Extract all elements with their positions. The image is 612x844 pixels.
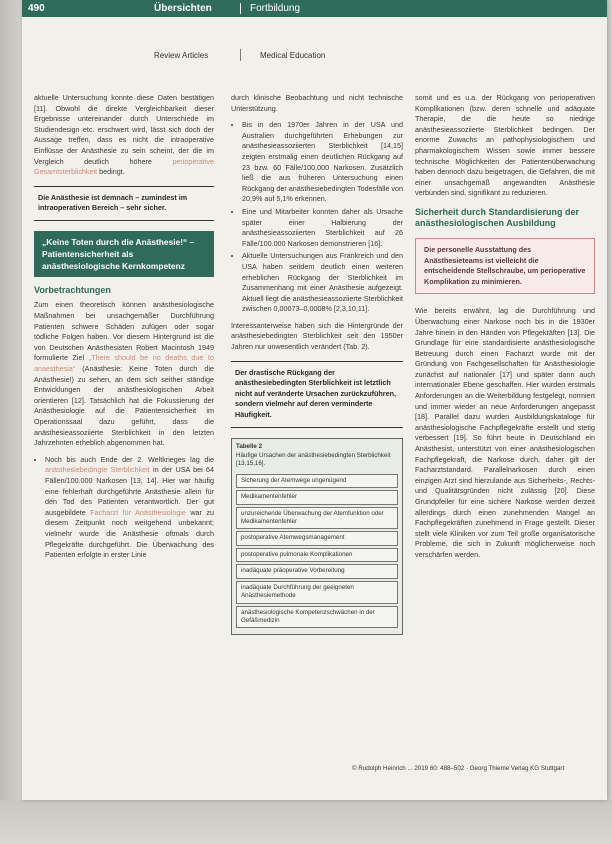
paragraph: somit und es u.a. der Rückgang von perioperativen Komplikationen (bzw. deren schnelle und adäquate Therapie, die die heute so niedrige anästhesieassoziierte Sterblichkeit bedingen. Der enorme Zuwachs an pathophysiologischem und pharmakologischem Wissen sowie immer bessere technische Möglichkeiten der Patientenüberwachung haben dennoch dazu beigetragen, die Gefahren, die mit einer unsachgemäß angewandten Anästhesie verbunden sind, signifikant zu reduzieren. — [415, 93, 595, 198]
paragraph — [34, 93, 214, 178]
subheading-left: Review Articles — [154, 51, 209, 60]
bullet-item: • Eine und Mitarbeiter konnten daher als Ursache später einer Halbierung der anästhesieassoziierten Sterblichkeit auf 26 Fälle/100.000 Narkosen demonstrieren [16]. — [242, 207, 403, 249]
header-divider — [240, 3, 241, 14]
bullet-item — [45, 455, 214, 561]
table-row: postoperative Atemwegsmanagement — [236, 531, 398, 545]
table-row: inadäquate präoperative Vorbereitung — [236, 564, 398, 578]
scan-shadow-left — [0, 0, 22, 844]
table-row: Sicherung der Atemwege ungenügend — [236, 474, 398, 488]
table-row: inadäquate Durchführung der geeigneten Anästhesiemethode — [236, 581, 398, 604]
subheading-right: Medical Education — [260, 51, 326, 60]
column-2 — [231, 93, 403, 643]
callout-box: Die personelle Ausstattung des Anästhesieteams ist vielleicht die entscheidende Stellschraube, um perioperative Komplikation zu minimieren. — [415, 238, 595, 294]
paragraph: Interessanterweise haben sich die Hintergründe der anästhesiebedingten Sterblichkeit seit den 1950er Jahren nur unwesentlich verändert (Tab. 2). — [231, 320, 403, 352]
highlighted-quote: „There should be no deaths due to anaesthesia“ — [34, 353, 214, 373]
paragraph: Wie bereits erwähnt, lag die Durchführung und Überwachung einer Narkose noch bis in die 1930er Jahre hinein in den Händen von Pflegekräften [13]. Die Grundlage für eine standardisierte anästhesiologische Betreuung durch einen Facharzt wurde mit der Gründung von Fachgesellschaften für Anästhesiologie zunächst auf nationaler [17] und später dann auch internationaler Ebene geschaffen. Hier wurden erstmals Anforderungen an die Weiterbildung festgelegt, normiert und immer wieder an neue Anforderungen angepasst [18]. Parallel dazu wurden Ausbildungskataloge für anästhesiologische Fachpflegekräfte erstellt und stetig verbessert [19]. So führt heute in Deutschland ein Anästhesist, unterstützt von einer anästhesiologischen Fachpflegekraft, die Narkose durch, daher gilt der Facharztstandard. Parallelnarkosen durch einen einzigen Arzt sind hierzulande aus Sicherheits-, Rechts- und Qualitätsgründen nicht zulässig [20]. Diese Grundpfeiler für eine sichere Narkose werden derzeit allerdings durch einen zunehmenden Mangel an Fachpflegekräften zunehmend in Frage gestellt. Dieser stellt viele Kliniken vor zum Teil große organisatorische Probleme, die sich in Zukunft möglicherweise noch verschärfen werden. — [415, 306, 595, 559]
table-caption: Häufige Ursachen der anästhesiebedingten Sterblichkeit [13,15,16]. — [236, 452, 391, 468]
text-run: Noch bis auch Ende der 2. Weltkrieges lag die — [45, 454, 214, 464]
bullet-list — [34, 455, 214, 561]
header-bar — [22, 0, 607, 17]
bullet-item: • Aktuelle Untersuchungen aus Frankreich und den USA haben seitdem deutlich einen weiteren erheblichen Rückgang der Sterblichkeit im Zusammenhang mit einer Anästhesie aufgezeigt. Aktuell liegt die anästhesieassoziierte Sterblichkeit zwischen 0,00073–0,0008% [2,3,10,11]. — [242, 251, 403, 315]
text-run: war zu diesem Zeitpunkt noch weitgehend unbekannt; vielmehr wurde die Anästhesie oftmals durch Pflegekräfte durchgeführt. Die Überwachung des Patienten erfolgte in erster Linie — [45, 507, 214, 560]
journal-page — [22, 0, 607, 800]
table-2 — [231, 438, 403, 636]
section-title-box: „Keine Toten durch die Anästhesie!“ – Patientensicherheit als anästhesiologische Kernkompetenz — [34, 231, 214, 277]
column-3 — [415, 93, 595, 567]
section-heading: Vorbetrachtungen — [34, 284, 111, 295]
scan-shadow-bottom — [0, 800, 612, 844]
subheading-divider — [240, 49, 241, 61]
text-run: Zum einen theoretisch können anästhesiologische Maßnahmen bei unsachgemäßer Durchführung Patienten schwere Schäden zufügen oder sogar tödliche Folgen haben. Vor diesem Hintergrund ist die von Deutschen Anästhesisten Robert Macintosh 1949 formulierte Ziel — [34, 300, 214, 363]
bullet-item: • Bis in den 1970er Jahren in der USA und Australien durchgeführten Erhebungen zur anästhesieassoziierten Sterblichkeit [14,15] zeigten erstmalig einen deutlichen Rückgang auf 23 bzw. 60 Fälle/100.000 Narkosen. Zusätzlich ließ die aus früheren Untersuchung einen Rückgang der anästhesiebedingten Todesfälle von 20,9% auf 5,1% erkennen. — [242, 120, 403, 205]
highlighted-term: perioperative Gesamtsterblichkeit — [34, 156, 214, 177]
text-run: (Anästhesie: Keine Toten durch die Anästhesie!) zu sehen, an dem sich seither ständige Entwicklungen der anästhesiologischen Arbeit orientieren [12]. Tatsächlich hat die Fokussierung der Anästhesiologie auf die Patientensicherheit im Operationssaal dazu geführt, dass die anästhesieassoziierte Sterblichkeit in den letzten Jahrzehnten erheblich abgenommen hat. — [34, 364, 214, 448]
table-row: Medikamentenfehler — [236, 490, 398, 504]
table-title: Tabelle 2 — [236, 442, 263, 450]
paragraph: durch klinische Beobachtung und nicht technische Unterstützung. — [231, 93, 403, 113]
table-row: anästhesiologische Kompetenzschwächen in der Gefäßmedizin — [236, 606, 398, 629]
section-heading: Sicherheit durch Standardisierung der anästhesiologischen Ausbildung — [415, 206, 580, 229]
column-1 — [34, 93, 214, 563]
highlighted-term: anästhesiebedingte Sterblichkeit — [45, 465, 150, 475]
section-label: Übersichten — [154, 3, 212, 14]
table-row: unzureichende Überwachung der Atemfunktion oder Medikamentenfehler — [236, 507, 398, 530]
callout-box: Der drastische Rückgang der anästhesiebedingten Sterblichkeit ist letztlich nicht auf veränderte Ursachen zurückzuführen, sondern vielmehr auf deren verminderte Häufigkeit. — [231, 361, 403, 428]
table-row: postoperative pulmonale Komplikationen — [236, 548, 398, 562]
text-run: bedingt. — [97, 167, 125, 177]
paragraph — [34, 300, 214, 448]
footer-citation: © Rudolph Heinrich ... 2019 60: 488–502 · Georg Thieme Verlag KG Stuttgart — [352, 765, 565, 772]
text-run: aktuelle Untersuchung konnte diese Daten bestätigen [11]. Obwohl die direkte Vergleichbarkeit dieser Ergebnisse untereinander durch Unterschiede im Studiendesign etc. erschwert wird, lässt sich doch der Aussage treffen, dass es nicht die intraoperative Einflüsse der Anästhesie zu sein scheint, der die im Vergleich deutlich höhere — [34, 93, 214, 166]
page-number: 490 — [28, 3, 45, 14]
bullet-list — [231, 120, 403, 315]
text-run: in der USA bei 64 Fällen/100.000 Narkosen [13, 14]. Hier war häufig eine fehlerhaft durchgeführte Anästhesie allein für den Tod des Patienten verantwortlich. Der gut ausgebildete — [45, 465, 214, 517]
section-label-right: Fortbildung — [250, 3, 301, 14]
highlighted-term: Facharzt für Anästhesiologie — [90, 507, 186, 517]
callout-box: Die Anästhesie ist demnach – zumindest im intraoperativen Bereich – sehr sicher. — [34, 186, 214, 221]
